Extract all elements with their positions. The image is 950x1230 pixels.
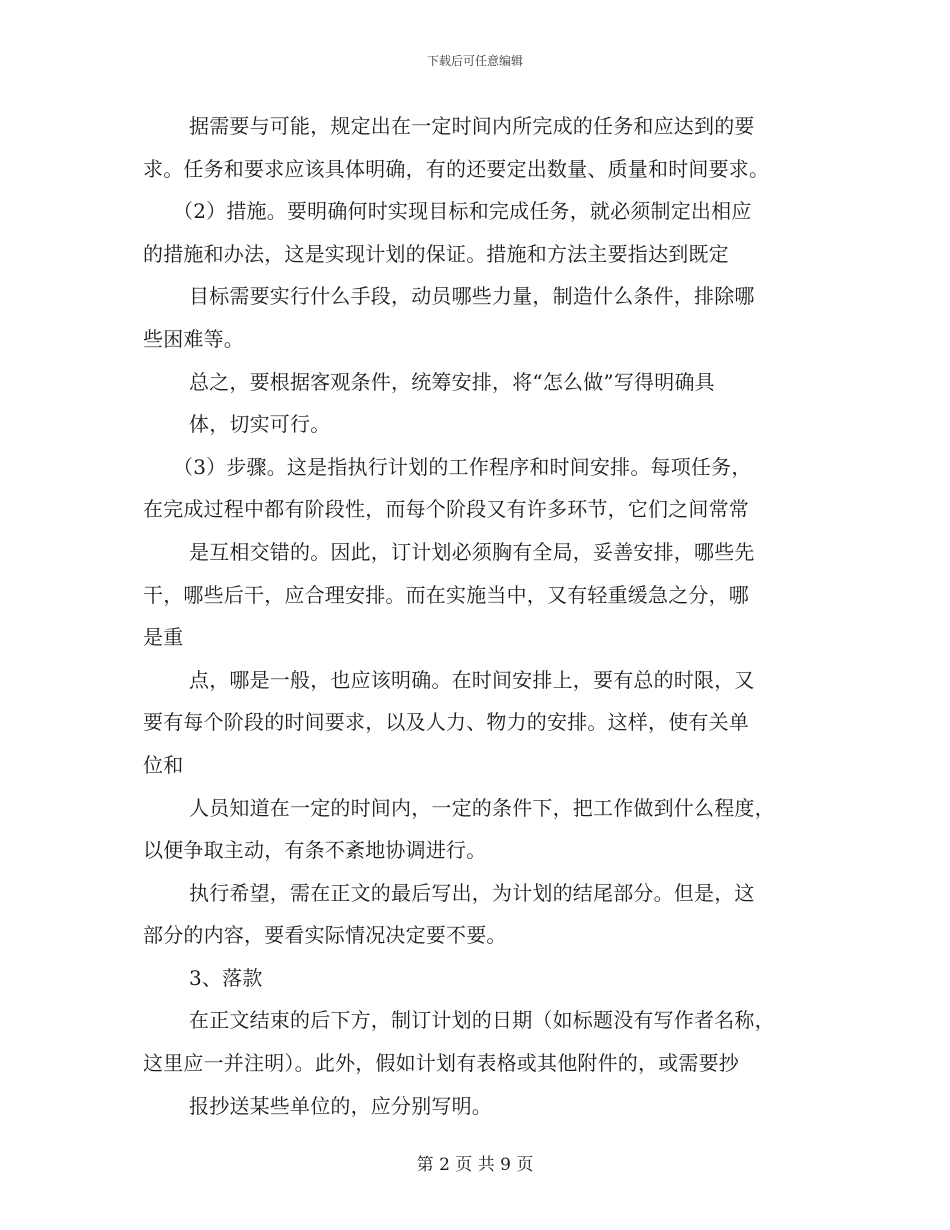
text-line: 据需要与可能，规定出在一定时间内所完成的任务和应达到的要 [189,114,755,138]
text-line: 目标需要实行什么手段，动员哪些力量，制造什么条件，排除哪 [189,284,755,309]
text-line: 点，哪是一般，也应该明确。在时间安排上，要有总的时限，又 [189,667,755,692]
section-heading: 3、落款 [189,965,263,990]
text-line: 是重 [143,625,184,650]
text-line: 以便争取主动，有条不紊地协调进行。 [143,838,487,863]
text-line: 部分的内容，要看实际情况决定要不要。 [143,923,507,948]
text-line: 位和 [143,752,184,777]
text-line: 执行希望，需在正文的最后写出，为计划的结尾部分。但是，这 [189,880,755,905]
text-line: （3）步骤。这是指执行计划的工作程序和时间安排。每项任务， [173,454,752,479]
page-header: 下载后可任意编辑 [426,54,523,68]
text-line: 是互相交错的。因此，订计划必须胸有全局，妥善安排，哪些先 [189,539,755,564]
text-line: 干，哪些后干，应合理安排。而在实施当中，又有轻重缓急之分，哪 [143,582,749,607]
text-line: 这里应一并注明）。此外，假如计划有表格或其他附件的，或需要抄 [143,1051,739,1076]
page-footer: 第 2 页 共 9 页 [416,1155,534,1175]
text-line: 在完成过程中都有阶段性，而每个阶段又有许多环节，它们之间常常 [143,497,749,522]
text-line: 报抄送某些单位的，应分别写明。 [189,1093,492,1118]
text-line: 在正文结束的后下方，制订计划的日期（如标题没有写作者名称， [189,1008,775,1033]
text-line: 总之，要根据客观条件，统筹安排，将“怎么做”写得明确具 [189,369,715,394]
text-line: 要有每个阶段的时间要求，以及人力、物力的安排。这样，使有关单 [143,710,749,735]
document-body [143,105,823,1127]
text-line: 的措施和办法，这是实现计划的保证。措施和方法主要指达到既定 [143,241,729,266]
text-line: 些困难等。 [143,326,244,351]
text-line: （2）措施。要明确何时实现目标和完成任务，就必须制定出相应 [173,199,752,224]
text-line: 求。任务和要求应该具体明确，有的还要定出数量、质量和时间要求。 [143,156,770,181]
text-line: 人员知道在一定的时间内，一定的条件下，把工作做到什么程度， [189,795,775,820]
text-line: 体，切实可行。 [189,412,331,437]
